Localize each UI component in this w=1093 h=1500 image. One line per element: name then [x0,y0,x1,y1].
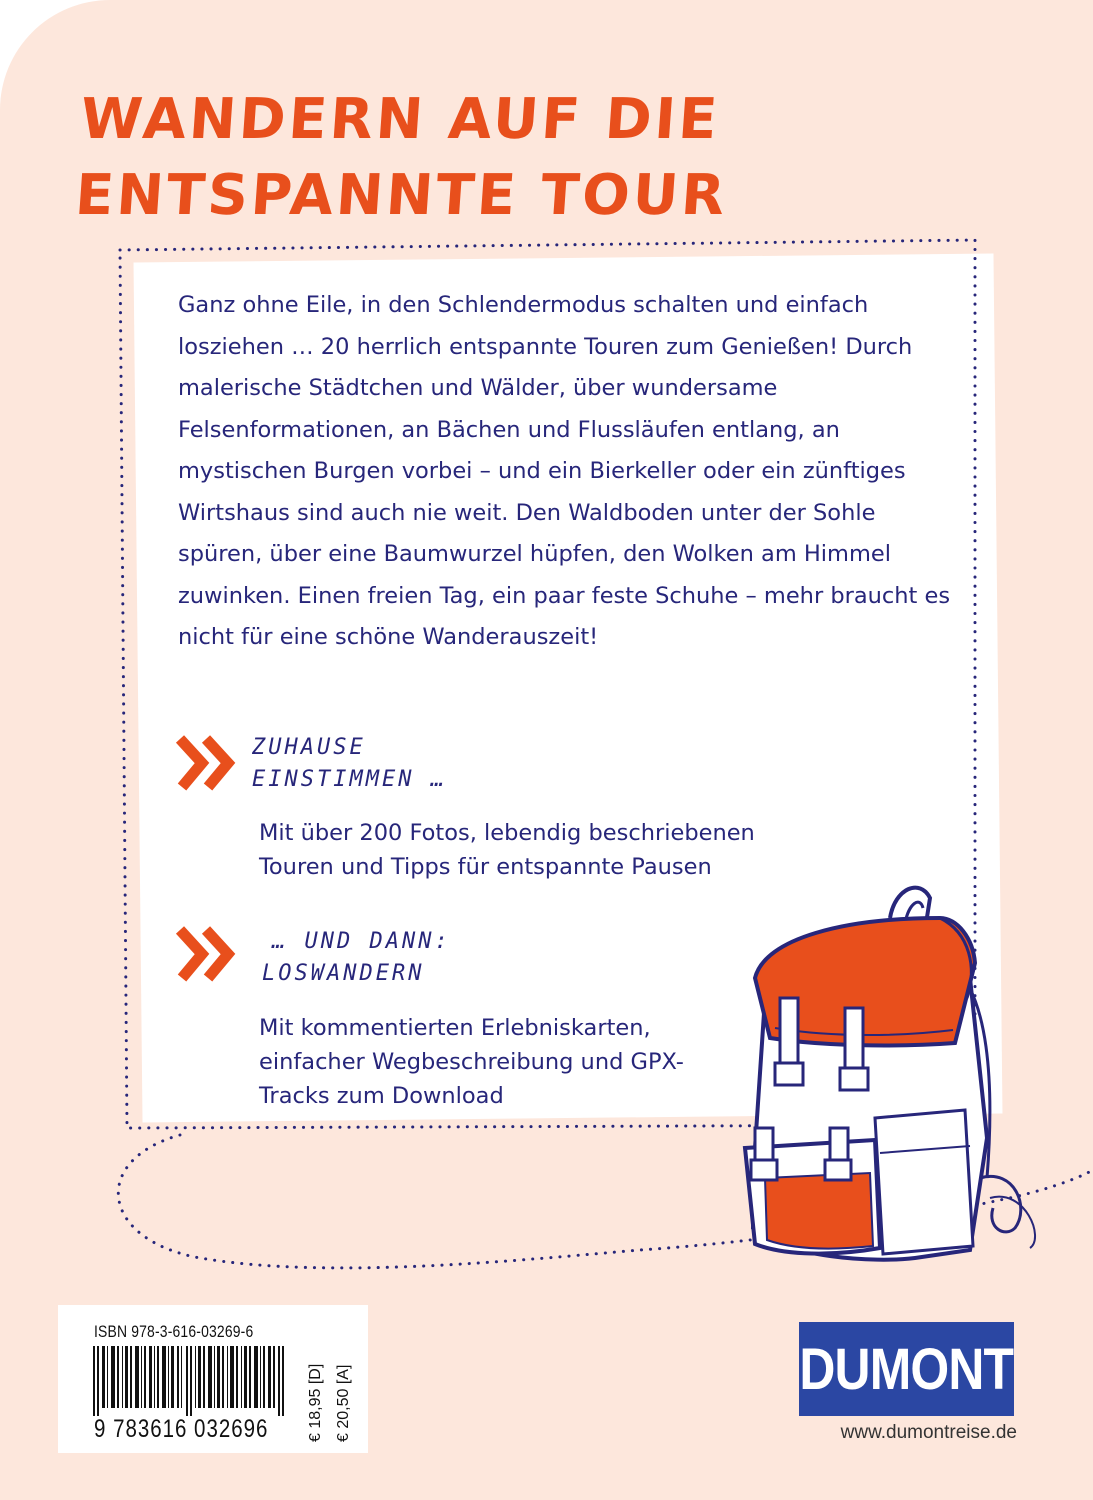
feature-heading-2-line-1: … UND DANN: [272,929,451,954]
price-austria: € 20,50 [A] [335,1364,352,1442]
dumont-logo [799,1322,1014,1416]
feature-heading-1-line-1: ZUHAUSE [252,735,366,760]
publisher-website[interactable]: www.dumontreise.de [840,1422,1017,1443]
feature-heading-2 [262,926,451,990]
chevron-right-double-icon [176,926,238,982]
description-text: Ganz ohne Eile, in den Schlendermodus schalten und einfach losziehen … 20 herrlich entspannte Touren zum Genießen! Durch malerische Städtchen und Wälder, über wundersame Felsenformationen, an Bächen und Flussläufen entlang, an mystischen Burgen vorbei – und ein Bierkeller oder ein zünftiges Wirtshaus sind auch nie weit. Den Waldboden unter der Sohle spüren, über eine Baumwurzel hüpfen, den Wolken am Himmel zuwinken. Einen freien Tag, ein paar feste Schuhe – mehr braucht es nicht für eine schöne Wanderauszeit! [178,292,951,650]
price-germany: € 18,95 [D] [307,1363,324,1442]
feature-text-1: Mit über 200 Fotos, lebendig beschriebenen Touren und Tipps für entspannte Pausen [259,820,755,880]
price-labels [302,1322,360,1442]
isbn-number: ISBN 978-3-616-03269-6 [94,1322,254,1341]
title-line-2: ENTSPANNTE TOUR [73,163,730,228]
chevron-right-double-icon [176,735,238,791]
logo-text: DUMONT [799,1336,1014,1402]
barcode [93,1346,293,1416]
feature-text-2: Mit kommentierten Erlebniskarten, einfacher Wegbeschreibung und GPX-Tracks zum Download [259,1015,684,1109]
barcode-digits: 9 783616 032696 [94,1415,269,1443]
title-line-1: WANDERN AUF DIE [78,87,723,152]
feature-heading-1-line-2: EINSTIMMEN … [252,767,447,792]
feature-heading-2-line-2: LOSWANDERN [262,961,425,986]
backpack-illustration [725,878,1055,1278]
feature-heading-1 [252,732,447,796]
